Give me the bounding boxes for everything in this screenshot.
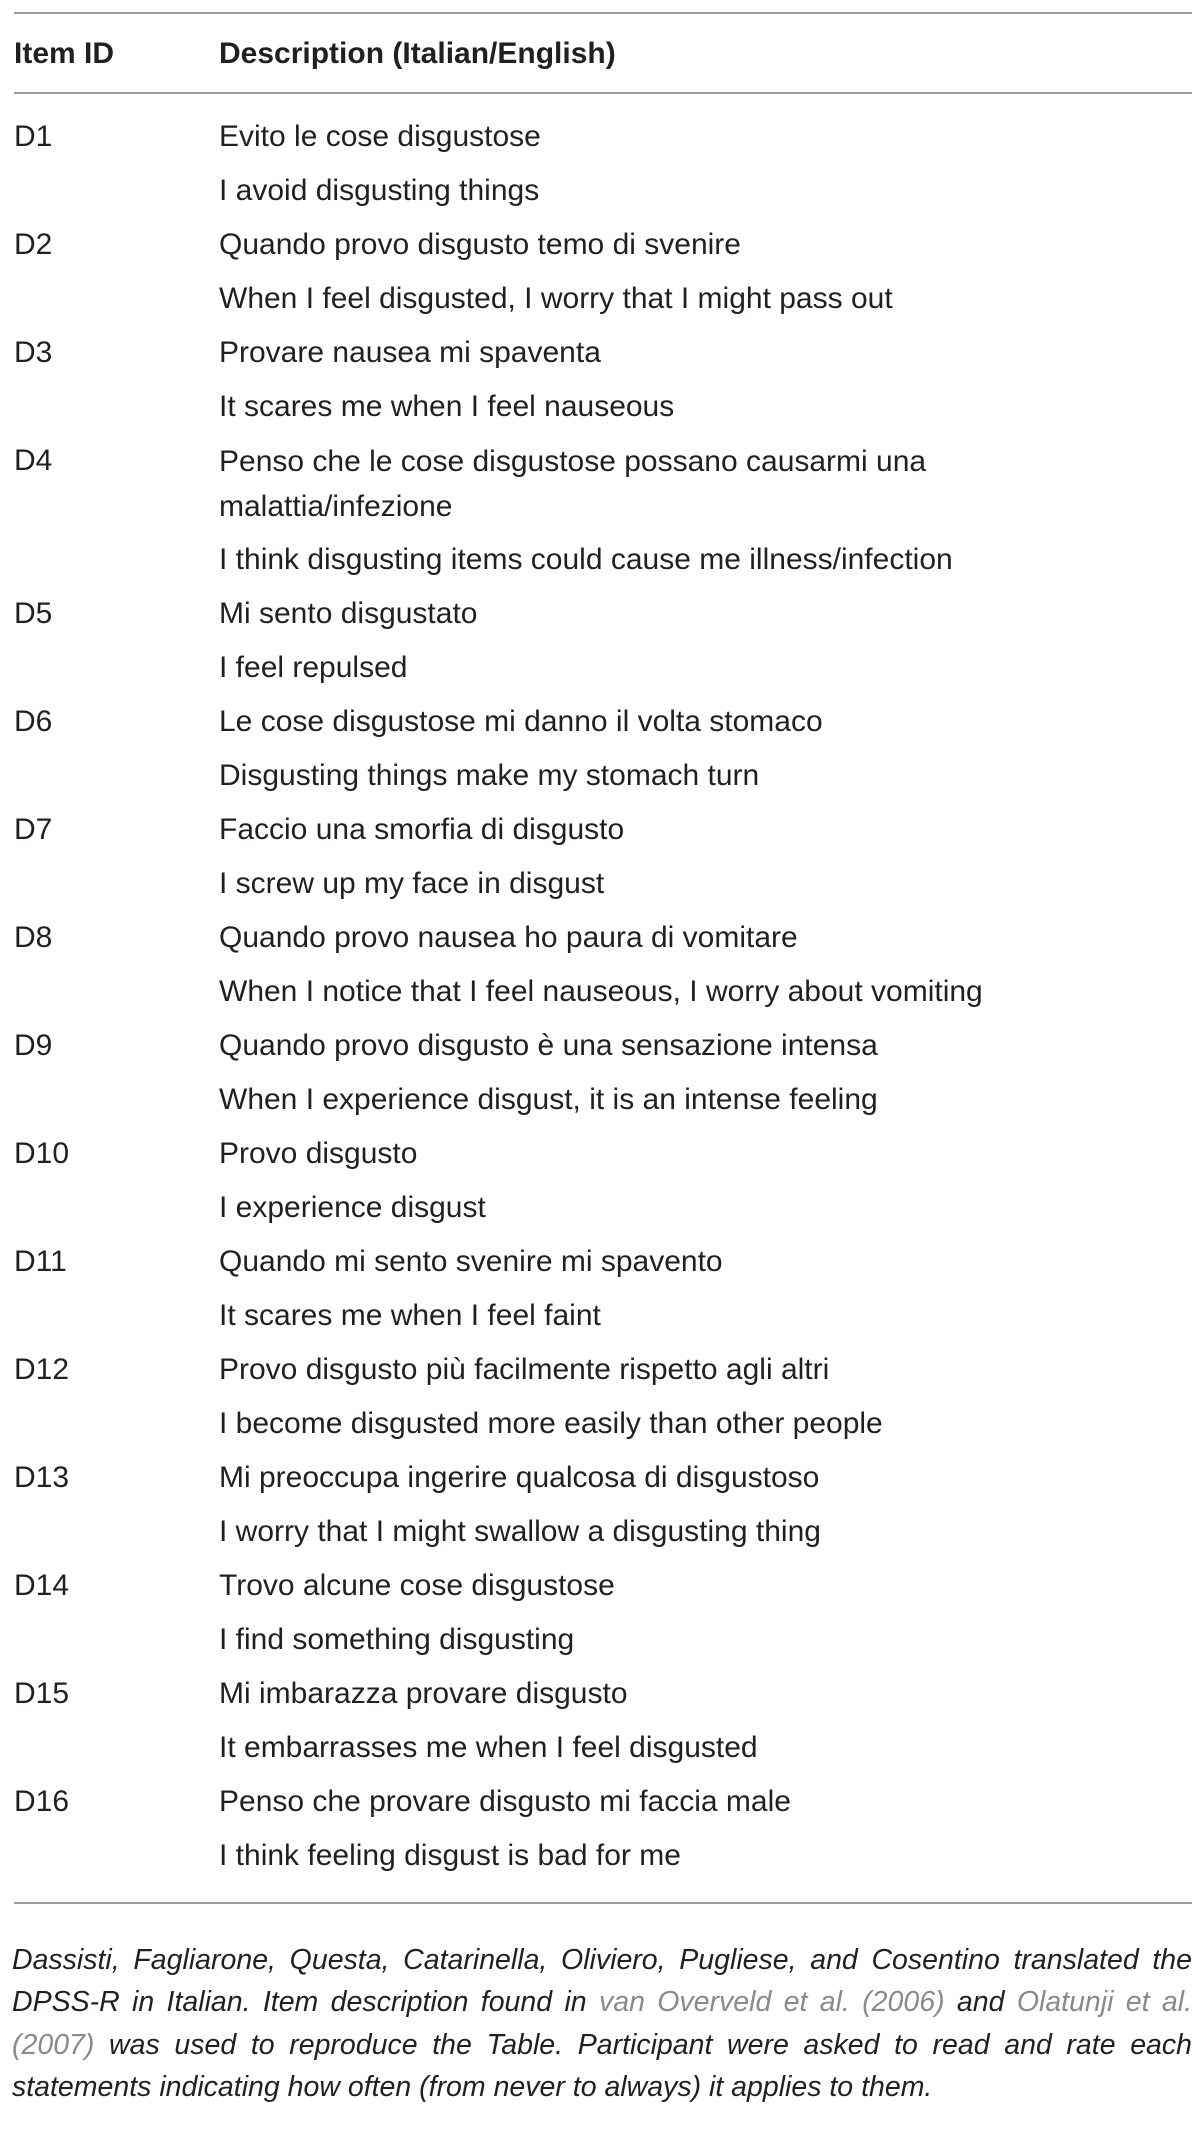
item-italian: Trovo alcune cose disgustose <box>219 1569 615 1602</box>
item-italian: Provo disgusto più facilmente rispetto agli altri <box>219 1353 830 1386</box>
item-english: I find something disgusting <box>219 1623 575 1656</box>
item-english: When I experience disgust, it is an intense feeling <box>219 1083 878 1116</box>
item-english: I think feeling disgust is bad for me <box>219 1839 681 1872</box>
item-english: I think disgusting items could cause me illness/infection <box>219 543 953 576</box>
item-english: I screw up my face in disgust <box>219 867 605 900</box>
item-id: D13 <box>14 1461 70 1494</box>
item-id: D2 <box>14 228 53 261</box>
item-italian: Quando provo disgusto temo di svenire <box>219 228 741 261</box>
table-row <box>0 110 1200 218</box>
table-row <box>0 803 1200 911</box>
item-id: D10 <box>14 1137 70 1170</box>
item-english: I experience disgust <box>219 1191 486 1224</box>
item-id: D11 <box>14 1245 67 1278</box>
table-top-rule <box>14 12 1192 14</box>
table-row <box>0 911 1200 1019</box>
item-italian: Penso che provare disgusto mi faccia male <box>219 1785 791 1818</box>
footnote-text-3: was used to reproduce the Table. Participant were asked to read and rate each statements indicating how often (from never to always) it applies to them. <box>12 2028 1192 2103</box>
table-row <box>0 326 1200 434</box>
item-id: D14 <box>14 1569 70 1602</box>
item-id: D3 <box>14 336 53 369</box>
item-english: When I notice that I feel nauseous, I worry about vomiting <box>219 975 983 1008</box>
item-id: D9 <box>14 1029 53 1062</box>
footnote-text-1: Dassisti, Fagliarone, Questa, Catarinella, Oliviero, Pugliese, and Cosentino translated the DPSS-R in Italian. Item description found in <box>12 1943 1192 2018</box>
table-row <box>0 1559 1200 1667</box>
reference-link-van-overveld[interactable]: van Overveld et al. (2006) <box>598 1986 945 2018</box>
table-row <box>0 1019 1200 1127</box>
item-id: D7 <box>14 813 53 846</box>
column-header-description: Description (Italian/English) <box>219 37 616 70</box>
table-row <box>0 434 1200 587</box>
item-english: It embarrasses me when I feel disgusted <box>219 1731 758 1764</box>
item-id: D12 <box>14 1353 70 1386</box>
item-italian: Mi imbarazza provare disgusto <box>219 1677 628 1710</box>
item-english: Disgusting things make my stomach turn <box>219 759 760 792</box>
item-english: It scares me when I feel faint <box>219 1299 601 1332</box>
table-body <box>0 110 1200 1883</box>
item-english: I avoid disgusting things <box>219 174 540 207</box>
item-italian: Penso che le cose disgustose possano causarmi una malattia/infezione <box>219 445 927 523</box>
item-id: D15 <box>14 1677 70 1710</box>
item-id: D5 <box>14 597 53 630</box>
item-english: I worry that I might swallow a disgusting thing <box>219 1515 821 1548</box>
table-row <box>0 695 1200 803</box>
table-footnote <box>12 1939 1192 2109</box>
table-header-rule <box>14 92 1192 94</box>
item-italian: Provare nausea mi spaventa <box>219 336 601 369</box>
item-italian: Quando mi sento svenire mi spavento <box>219 1245 723 1278</box>
table-header-row <box>0 30 1200 80</box>
item-italian: Quando provo nausea ho paura di vomitare <box>219 921 798 954</box>
table-row <box>0 1127 1200 1235</box>
item-english: When I feel disgusted, I worry that I might pass out <box>219 282 893 315</box>
item-id: D16 <box>14 1785 70 1818</box>
item-italian: Quando provo disgusto è una sensazione intensa <box>219 1029 878 1062</box>
item-italian: Provo disgusto <box>219 1137 418 1170</box>
table-row <box>0 1775 1200 1883</box>
item-id: D4 <box>14 444 53 477</box>
item-id: D1 <box>14 120 53 153</box>
reference-link-olatunji[interactable]: Olatunji et al. (2007) <box>12 1986 1192 2061</box>
item-italian: Le cose disgustose mi danno il volta stomaco <box>219 705 823 738</box>
table-row <box>0 587 1200 695</box>
item-english: I become disgusted more easily than other people <box>219 1407 883 1440</box>
item-english: I feel repulsed <box>219 651 408 684</box>
item-id: D8 <box>14 921 53 954</box>
table-bottom-rule <box>14 1902 1192 1904</box>
table-row <box>0 1235 1200 1343</box>
table-row <box>0 1343 1200 1451</box>
item-id: D6 <box>14 705 53 738</box>
table-row <box>0 218 1200 326</box>
item-italian: Faccio una smorfia di disgusto <box>219 813 625 846</box>
item-italian: Mi preoccupa ingerire qualcosa di disgustoso <box>219 1461 820 1494</box>
item-italian: Evito le cose disgustose <box>219 120 541 153</box>
table-row <box>0 1451 1200 1559</box>
item-italian: Mi sento disgustato <box>219 597 478 630</box>
footnote-text-2: and <box>944 1986 1017 2018</box>
item-english: It scares me when I feel nauseous <box>219 390 675 423</box>
column-header-item-id: Item ID <box>14 37 115 70</box>
table-row <box>0 1667 1200 1775</box>
